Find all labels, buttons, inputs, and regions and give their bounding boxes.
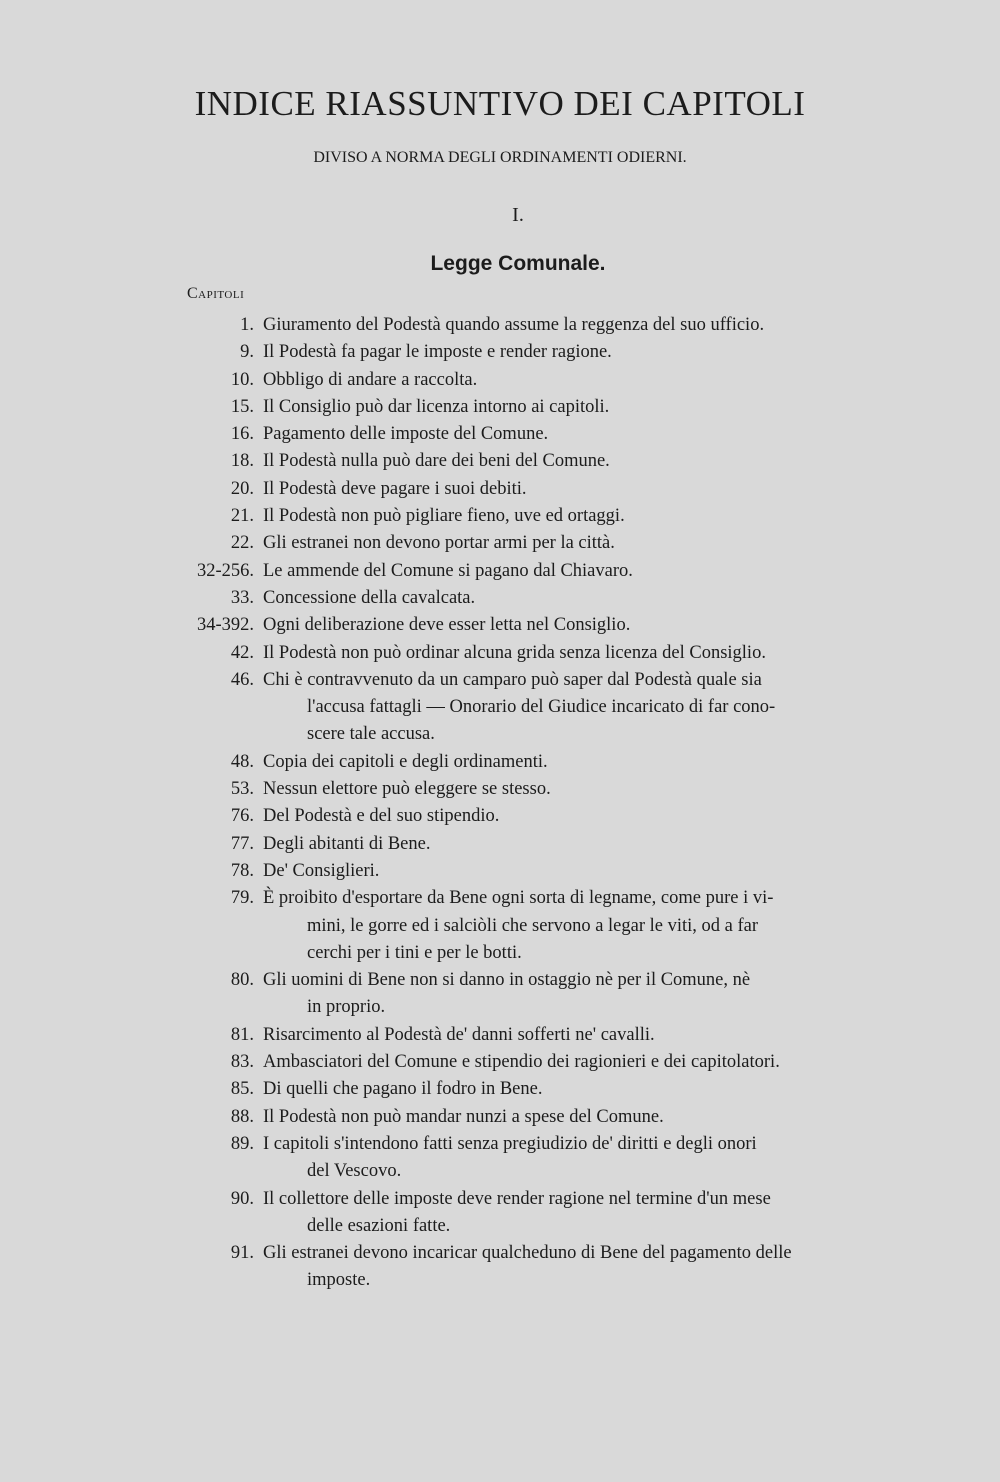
chapter-number: 78. (230, 860, 254, 881)
chapter-entry (180, 967, 900, 1022)
chapter-description (263, 1186, 900, 1241)
chapter-description-line: De' Consiglieri. (263, 860, 380, 881)
chapter-number: 88. (230, 1106, 254, 1127)
column-header (187, 285, 244, 303)
chapter-number: 10. (230, 369, 254, 390)
chapter-entry (180, 1131, 900, 1186)
chapter-entry (180, 776, 900, 803)
chapter-number: 53. (230, 779, 254, 800)
chapter-number: 18. (230, 451, 254, 472)
chapter-description (263, 585, 900, 612)
chapter-number: 85. (230, 1079, 254, 1100)
chapter-description (263, 394, 900, 421)
chapter-entry (180, 503, 900, 530)
chapter-description (263, 421, 900, 448)
chapter-description-line: delle esazioni fatte. (307, 1215, 451, 1236)
chapter-entry (180, 1076, 900, 1103)
chapter-list (180, 312, 900, 1295)
chapter-description-line: in proprio. (307, 997, 386, 1018)
chapter-description (263, 558, 900, 585)
chapter-entry (180, 749, 900, 776)
chapter-description-line: Gli estranei non devono portar armi per la città. (263, 533, 615, 554)
chapter-number: 80. (230, 970, 254, 991)
chapter-description (263, 530, 900, 557)
chapter-number: 81. (230, 1024, 254, 1045)
chapter-description-line: Il Podestà fa pagar le imposte e render ragione. (263, 342, 612, 363)
chapter-description-line: Chi è contravvenuto da un camparo può saper dal Podestà quale sia (263, 669, 762, 690)
chapter-description-line: Gli estranei devono incaricar qualcheduno di Bene del pagamento delle (263, 1243, 792, 1264)
chapter-description (263, 1022, 900, 1049)
chapter-entry (180, 640, 900, 667)
chapter-description-line: Di quelli che pagano il fodro in Bene. (263, 1079, 543, 1100)
chapter-number: 48. (230, 751, 254, 772)
chapter-entry (180, 1049, 900, 1076)
chapter-description (263, 967, 900, 1022)
chapter-entry (180, 831, 900, 858)
chapter-description-line: imposte. (307, 1270, 371, 1291)
chapter-description-line: Il Podestà deve pagare i suoi debiti. (263, 478, 527, 499)
chapter-description (263, 667, 900, 749)
chapter-description-line: Ogni deliberazione deve esser letta nel Consiglio. (263, 615, 631, 636)
chapter-description-line: mini, le gorre ed i salciòli che servono a legar le viti, od a far (307, 915, 759, 936)
chapter-description-line: Il Consiglio può dar licenza intorno ai capitoli. (263, 396, 610, 417)
chapter-entry (180, 612, 900, 639)
chapter-description-line: Copia dei capitoli e degli ordinamenti. (263, 751, 548, 772)
chapter-description (263, 339, 900, 366)
chapter-description (263, 749, 900, 776)
chapter-description-line: Il Podestà non può pigliare fieno, uve ed ortaggi. (263, 506, 625, 527)
page-title: INDICE RIASSUNTIVO DEI CAPITOLI (194, 84, 806, 123)
chapter-entry (180, 858, 900, 885)
chapter-entry (180, 803, 900, 830)
chapter-number: 1. (240, 315, 254, 335)
chapter-entry (180, 476, 900, 503)
chapter-number: 33. (230, 587, 254, 608)
chapter-description (263, 776, 900, 803)
chapter-description (263, 1240, 900, 1295)
chapter-number: 20. (230, 478, 254, 499)
chapter-description (263, 448, 900, 475)
chapter-entry (180, 312, 900, 339)
chapter-description-line: I capitoli s'intendono fatti senza pregiudizio de' diritti e degli onori (263, 1133, 757, 1154)
chapter-description (263, 831, 900, 858)
chapter-description-line: Concessione della cavalcata. (263, 587, 476, 608)
chapter-number: 42. (230, 642, 254, 663)
chapter-number: 22. (230, 533, 254, 554)
chapter-description (263, 858, 900, 885)
chapter-description (263, 367, 900, 394)
chapter-number: 46. (230, 669, 254, 690)
chapter-entry (180, 448, 900, 475)
chapter-description-line: È proibito d'esportare da Bene ogni sorta di legname, come pure i vi- (263, 888, 774, 909)
page-subtitle: DIVISO A NORMA DEGLI ORDINAMENTI ODIERNI. (313, 149, 687, 166)
chapter-description-line: Nessun elettore può eleggere se stesso. (263, 779, 551, 800)
chapter-description-line: Pagamento delle imposte del Comune. (263, 424, 549, 445)
chapter-description (263, 1131, 900, 1186)
chapter-description (263, 885, 900, 967)
chapter-number: 77. (230, 833, 254, 854)
chapter-description (263, 1104, 900, 1131)
chapter-entry (180, 530, 900, 557)
chapter-entry (180, 421, 900, 448)
chapter-number: 32-256. (196, 560, 254, 581)
chapter-entry (180, 585, 900, 612)
section-title: Legge Comunale. (430, 252, 606, 275)
chapter-entry (180, 1240, 900, 1295)
chapter-number: 34-392. (196, 615, 254, 636)
chapter-entry (180, 367, 900, 394)
chapter-number: 90. (230, 1188, 254, 1209)
chapter-number: 9. (240, 342, 254, 363)
chapter-entry (180, 885, 900, 967)
chapter-description-line: Il collettore delle imposte deve render ragione nel termine d'un mese (263, 1188, 771, 1209)
chapter-description-line: Gli uomini di Bene non si danno in ostaggio nè per il Comune, nè (263, 970, 751, 991)
chapter-number: 16. (230, 424, 254, 445)
chapter-description-line: Il Podestà non può ordinar alcuna grida senza licenza del Consiglio. (263, 642, 766, 663)
chapter-description-line: Le ammende del Comune si pagano dal Chiavaro. (263, 560, 633, 581)
chapter-description-line: Ambasciatori del Comune e stipendio dei ragionieri e dei capitolatori. (263, 1052, 780, 1073)
chapter-description-line: Degli abitanti di Bene. (263, 833, 431, 854)
chapter-number: 76. (230, 806, 254, 827)
chapter-entry (180, 667, 900, 749)
section-number: I. (512, 204, 524, 226)
chapter-entry (180, 1186, 900, 1241)
chapter-entry (180, 1022, 900, 1049)
chapter-description (263, 476, 900, 503)
chapter-description-line: Il Podestà non può mandar nunzi a spese del Comune. (263, 1106, 664, 1127)
chapter-description-line: l'accusa fattagli — Onorario del Giudice incaricato di far cono- (307, 697, 776, 718)
chapter-number: 91. (230, 1243, 254, 1264)
chapter-description (263, 312, 900, 339)
chapter-description (263, 503, 900, 530)
column-header-label: Capitoli (187, 285, 245, 302)
chapter-number: 15. (230, 396, 254, 417)
chapter-entry (180, 394, 900, 421)
chapter-entry (180, 558, 900, 585)
chapter-number: 89. (230, 1133, 254, 1154)
chapter-description (263, 1076, 900, 1103)
chapter-description-line: Il Podestà nulla può dare dei beni del Comune. (263, 451, 610, 472)
chapter-description-line: del Vescovo. (307, 1161, 402, 1182)
chapter-description (263, 1049, 900, 1076)
chapter-description (263, 640, 900, 667)
chapter-description-line: Risarcimento al Podestà de' danni sofferti ne' cavalli. (263, 1024, 655, 1045)
chapter-number: 79. (230, 888, 254, 909)
chapter-description-line: cerchi per i tini e per le botti. (307, 942, 522, 963)
chapter-description (263, 612, 900, 639)
chapter-description-line: Giuramento del Podestà quando assume la reggenza del suo ufficio. (263, 315, 765, 335)
chapter-description-line: scere tale accusa. (307, 724, 435, 745)
chapter-entry (180, 339, 900, 366)
chapter-description-line: Obbligo di andare a raccolta. (263, 369, 478, 390)
chapter-number: 21. (230, 506, 254, 527)
chapter-description-line: Del Podestà e del suo stipendio. (263, 806, 500, 827)
chapter-entry (180, 1104, 900, 1131)
chapter-number: 83. (230, 1052, 254, 1073)
chapter-description (263, 803, 900, 830)
